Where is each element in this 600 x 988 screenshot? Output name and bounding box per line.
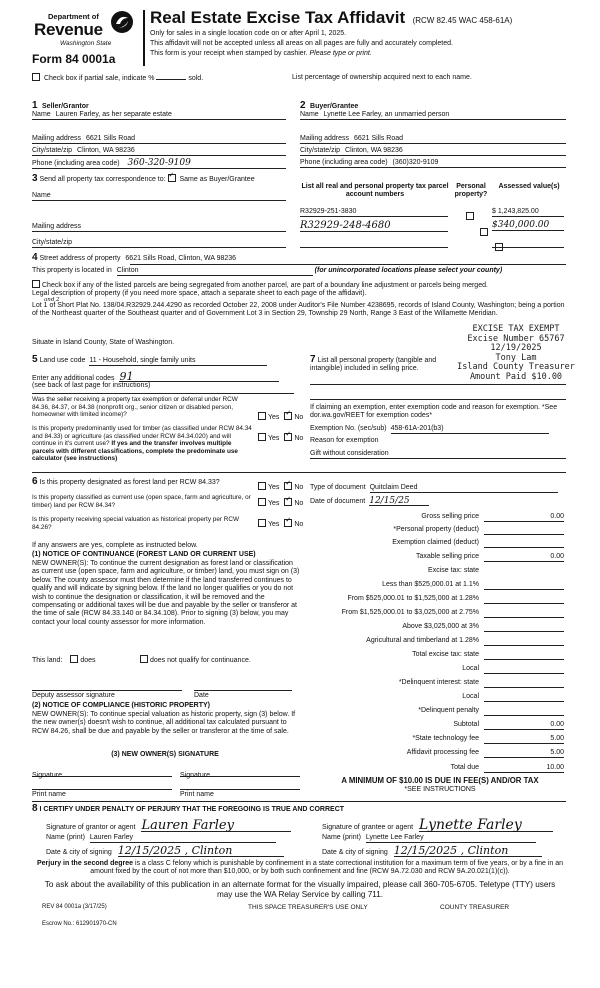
header-note2: This affidavit will not be accepted unless all areas on all pages are fully and accurately completed.	[150, 40, 453, 47]
same-as-buyer-label: Same as Buyer/Grantee	[179, 176, 255, 183]
dept-line3: Washington State	[60, 40, 112, 47]
seller-city-field[interactable]	[32, 147, 286, 156]
buyer-mail-value: 6621 Sills Road	[353, 135, 404, 142]
additional-codes-label: Enter any additional codes	[32, 375, 115, 382]
seller-phone-value: 360-320-9109	[127, 158, 191, 168]
calc-value[interactable]	[484, 651, 564, 660]
doc-date-value[interactable]: 12/15/25	[369, 497, 429, 506]
stamp-line4: Tony Lam	[495, 352, 537, 363]
land-use-label: Land use code	[39, 357, 86, 364]
county-treasurer: COUNTY TREASURER	[440, 904, 510, 911]
calc-label: Affidavit processing fee	[406, 749, 479, 756]
buyer-phone-label: Phone (including area code)	[300, 159, 388, 166]
grantee-signature-row	[322, 817, 553, 833]
form-title	[150, 8, 512, 28]
exemption-reason-label: Reason for exemption	[310, 437, 379, 444]
minimum-due-note: A MINIMUM OF $10.00 IS DUE IN FEE(S) AND/OR TAX	[341, 776, 539, 785]
stamp-line6: Amount Paid $10.00	[469, 371, 563, 382]
this-land-label: This land:	[32, 657, 63, 664]
section5-bottom-line	[32, 472, 566, 473]
no-label: No	[294, 484, 304, 491]
certify-top-line	[32, 801, 566, 802]
doc-type-label: Type of document	[310, 484, 366, 491]
personal-property-checkbox-2[interactable]	[480, 228, 488, 236]
buyer-name-field[interactable]	[300, 111, 566, 120]
partial-sale-percent-field[interactable]	[156, 79, 186, 80]
calc-label: *Delinquent interest: state	[398, 679, 479, 686]
grantee-signature-label: Signature of grantee or agent	[322, 824, 414, 831]
timber-question-bold: If yes and the transfer involves multiple parcels with different classifications, complete the predominate use calculator (see instructions)	[32, 440, 238, 463]
header-note3-text: This form is your receipt when stamped by cashier.	[150, 50, 310, 57]
tax-calculation	[314, 513, 566, 763]
street-heading	[32, 254, 566, 263]
continuance-row	[32, 655, 96, 665]
land-use-value[interactable]: 11 - Household, single family units	[89, 357, 267, 366]
grantor-date-row	[46, 846, 284, 857]
dept-line1: Department of	[48, 12, 99, 21]
timber-yes-checkbox[interactable]	[258, 433, 266, 441]
stamp-line2: Excise Number 65767	[467, 333, 565, 344]
grantee-name-value[interactable]: Lynette Lee Farley	[366, 834, 536, 843]
seller-phone-field[interactable]	[32, 159, 286, 169]
located-value[interactable]: Clinton	[117, 267, 313, 276]
certify-heading-text: I CERTIFY UNDER PENALTY OF PERJURY THAT THE FOREGOING IS TRUE AND CORRECT	[39, 806, 345, 813]
seller-mail-value: 6621 Sills Road	[85, 135, 136, 142]
header-note3-italic: Please type or print.	[309, 50, 372, 57]
owner-print-label-2: Print name	[180, 791, 214, 798]
historic-yes-checkbox[interactable]	[258, 519, 266, 527]
grantor-signature-value[interactable]: Lauren Farley	[141, 820, 291, 832]
perjury-bold: Perjury in the second degree	[36, 860, 134, 867]
buyer-mail-field[interactable]	[300, 135, 566, 144]
certify-heading	[32, 805, 344, 814]
situate: Situate in Island County, State of Washington.	[32, 339, 175, 346]
form-number: Form 84 0001a	[32, 52, 116, 66]
buyer-city-field[interactable]	[300, 147, 566, 156]
calc-value[interactable]	[484, 623, 564, 632]
exemption-number-row	[310, 425, 566, 434]
section-1-title: Seller/Grantor	[42, 103, 89, 110]
calc-value[interactable]: 10.00	[484, 764, 564, 773]
grantee-name-label: Name (print)	[322, 834, 361, 841]
parcel-number-2[interactable]: R32929-248-4680	[300, 220, 448, 232]
section-4-number: 4	[32, 252, 38, 263]
located-note: (for unincorporated locations please select your county)	[314, 267, 503, 274]
located-label: This property is located in	[32, 267, 112, 274]
no-label: No	[294, 435, 304, 442]
personal-property-field-2[interactable]	[310, 391, 566, 400]
header-divider	[143, 10, 145, 66]
exemption-reason-value[interactable]: Gift without consideration	[310, 450, 566, 459]
no-label: No	[294, 414, 304, 421]
doc-date-label: Date of document	[310, 498, 366, 505]
seller-name-field[interactable]	[32, 111, 286, 120]
corr-mail-field[interactable]	[32, 223, 286, 232]
buyer-name-label: Name	[300, 111, 319, 118]
assessed-value-3[interactable]	[492, 239, 564, 248]
street-label: Street address of property	[39, 255, 121, 262]
perjury-note	[30, 860, 570, 877]
legal-description: Lot 1 of Short Plat No. 138/04.R32929.244.4290 as recorded October 22, 2008 under Auditor's File Number 4238695, records of Island County, Washington; being a portion of the Northeast quarter of the Southeast quarter and of Government Lot 3 in Section 29, Township 29 North, Range 3 East of the Willamette Meridian.	[32, 302, 565, 318]
calc-value[interactable]	[484, 581, 564, 590]
buyer-phone-value: (360)320-9109	[392, 159, 439, 166]
see-instructions-note: *SEE INSTRUCTIONS	[404, 786, 476, 793]
calc-label: Total excise tax: state	[412, 651, 479, 658]
doc-date-row	[310, 497, 429, 506]
calc-label: Gross selling price	[421, 513, 479, 520]
buyer-mail-label: Mailing address	[300, 135, 350, 142]
street-underline[interactable]	[130, 264, 566, 265]
additional-codes-value[interactable]: 91	[119, 373, 279, 382]
calc-label: Taxable selling price	[415, 553, 479, 560]
grantor-name-row	[46, 834, 276, 843]
calc-label: Exemption claimed (deduct)	[392, 539, 479, 546]
calc-value[interactable]	[484, 707, 564, 716]
notice2-text: NEW OWNER(S): To continue special valuation as historic property, sign (3) below. If the new owner(s) doesn't wish to continue, all additional tax calculated pursuant to RCW 84.26, shall be due and payable by the seller or transferor at the time of sale.	[32, 711, 296, 735]
seller-phone-label: Phone (including area code)	[32, 160, 120, 167]
grantee-name-row	[322, 834, 536, 843]
section-5-number: 5	[32, 354, 38, 365]
no-label: No	[294, 500, 304, 507]
owner-signature-label-2: Signature	[180, 772, 210, 779]
see-back: (see back of last page for instructions)	[32, 382, 151, 389]
does-not-row	[140, 655, 290, 665]
exemption-yes-checkbox[interactable]	[258, 412, 266, 420]
grantor-name-label: Name (print)	[46, 834, 85, 841]
section-2-title: Buyer/Grantee	[310, 103, 359, 110]
buyer-city-value: Clinton, WA 98236	[345, 147, 403, 154]
calc-label: From $525,000.01 to $1,525,000 at 1.28%	[347, 595, 479, 602]
personal-col-header: Personal property?	[454, 183, 488, 199]
notice3-title: (3) NEW OWNER(S) SIGNATURE	[111, 751, 219, 758]
does-not-checkbox[interactable]	[140, 655, 148, 663]
segregated-row	[32, 280, 566, 290]
notice1-title: (1) NOTICE OF CONTINUANCE (FOREST LAND OR CURRENT USE)	[32, 551, 256, 558]
section-1-number: 1	[32, 100, 38, 111]
notice1-text: NEW OWNER(S): To continue the current designation as forest land or classification as current use (open space, farm and agriculture, or timber) land, you must sign on (3) below. The county assessor must then determine if the land transferred continues to qualify and will indicate by signing below. If the land no longer qualifies or you do not wish to continue the designation or classification, it will be removed and the compensating or additional taxes will be due and payable by the seller or transferor at the time of sale (RCW 84.33.140 or 84.34.108). Prior to signing (3) below, you may contact your local county assessor for more information.	[32, 560, 300, 626]
land-use-divider	[32, 393, 294, 394]
parcel-number-1[interactable]: R32929-251-3830	[300, 208, 448, 217]
personal-property-heading	[310, 356, 460, 374]
parcel-col-header: List all real and personal property tax parcel account numbers	[301, 183, 449, 199]
deputy-date-line[interactable]	[194, 684, 292, 691]
calc-value[interactable]: 0.00	[484, 553, 564, 562]
legal-label: Legal description of property (if you need more space, attach a separate sheet to each page of the affidavit).	[32, 290, 367, 297]
historic-no-checkbox[interactable]	[284, 519, 292, 527]
historic-yes-no	[258, 519, 303, 529]
grantor-name-value[interactable]: Lauren Farley	[90, 834, 276, 843]
exemption-number-label: Exemption No. (sec/sub)	[310, 425, 387, 432]
exemption-claim: If claiming an exemption, enter exemption code and reason for exemption. *See dor.wa.gov/REET for exemption codes*	[310, 404, 558, 420]
does-checkbox[interactable]	[70, 655, 78, 663]
legal-handwritten-mark: and 2	[44, 297, 60, 303]
partial-sale-label: Check box if partial sale, indicate %	[43, 75, 155, 82]
treasurer-space: THIS SPACE TREASURER'S USE ONLY	[248, 904, 368, 911]
grantee-signature-value[interactable]: Lynette Farley	[419, 820, 553, 832]
section-6-number: 6	[32, 476, 38, 487]
escrow-number: Escrow No.: 612901970-CN	[42, 921, 117, 927]
timber-yes-no	[258, 433, 303, 443]
calc-value[interactable]	[484, 679, 564, 688]
header-note1: Only for sales in a single location code on or after April 1, 2025.	[150, 30, 347, 37]
forest-yes-no	[258, 482, 303, 492]
partial-sale-checkbox[interactable]	[32, 73, 40, 81]
personal-property-field[interactable]	[310, 376, 566, 385]
section-7-number: 7	[310, 354, 316, 365]
does-not-label: does not qualify for continuance.	[150, 657, 251, 664]
seller-mail-field[interactable]	[32, 135, 286, 144]
exemption-question: Was the seller receiving a property tax exemption or deferral under RCW 84.36, 84.37, or 84.38 (nonprofit org., senior citizen or disabled person, homeowner with limited income)?	[32, 396, 238, 419]
calc-value[interactable]: 0.00	[484, 721, 564, 730]
rev-number: REV 84 0001a (3/17/25)	[42, 904, 107, 910]
forest-question	[32, 478, 254, 487]
yes-label: Yes	[268, 435, 280, 442]
doc-type-row	[310, 484, 558, 493]
calc-label: Agricultural and timberland at 1.28%	[366, 637, 479, 644]
owner-print-line-2[interactable]	[180, 783, 300, 790]
calc-value[interactable]	[484, 526, 564, 535]
same-as-buyer-checkbox[interactable]	[168, 174, 176, 182]
no-label: No	[294, 521, 304, 528]
assessed-value-2[interactable]: $340,000.00	[492, 220, 564, 231]
section-8-number: 8	[32, 803, 38, 814]
grantor-signature-row	[46, 820, 291, 832]
calc-label: Subtotal	[453, 721, 479, 728]
segregated-checkbox[interactable]	[32, 280, 40, 288]
corr-mail-label: Mailing address	[32, 223, 82, 230]
yes-label: Yes	[268, 484, 280, 491]
exemption-yes-no	[258, 412, 303, 422]
exemption-no-checkbox[interactable]	[284, 412, 292, 420]
deputy-signature-line[interactable]	[32, 684, 182, 691]
located-row	[32, 267, 566, 276]
buyer-name-value: Lynette Lee Farley, an unmarried person	[323, 111, 450, 118]
deputy-date-label: Date	[194, 692, 209, 699]
calc-label: Above $3,025,000 at 3%	[402, 623, 479, 630]
exemption-number-value[interactable]: 458-61A-201(b3)	[391, 425, 549, 434]
calc-value[interactable]: 5.00	[484, 735, 564, 744]
calc-value[interactable]	[484, 693, 564, 702]
does-label: does	[80, 657, 96, 664]
grantee-date-label: Date & city of signing	[322, 849, 388, 856]
calc-label: *Delinquent penalty	[418, 707, 479, 714]
stamp-line3: 12/19/2025	[490, 343, 542, 354]
segregated-label: Check box if any of the listed parcels are being segregated from another parcel, are part of a boundary line adjustment or parcels being merged.	[42, 282, 488, 289]
yes-label: Yes	[268, 521, 280, 528]
dor-logo	[30, 8, 142, 66]
timber-question-text: Is this property predominantly used for timber (as classified under RCW 84.34 and 84.33) or agriculture (as classified under RCW 84.34.020) and will continue in it's current use?	[32, 425, 252, 448]
timber-question	[32, 425, 254, 463]
grantor-signature-label: Signature of grantor or agent	[46, 824, 136, 831]
calc-value[interactable]	[484, 665, 564, 674]
street-value: 6621 Sills Road, Clinton, WA 98236	[125, 255, 237, 262]
seller-name-value: Lauren Farley, as her separate estate	[55, 111, 172, 118]
land-use-heading	[32, 356, 294, 366]
alt-format-note: To ask about the availability of this publication in an alternate format for the visually impaired, please call 360-705-6705. Teletype (TTY) users may use the WA Relay Service by calling 711.	[44, 880, 556, 899]
buyer-phone-field[interactable]	[300, 159, 566, 168]
owner-print-label-1: Print name	[32, 791, 66, 798]
owner-signature-label-1: Signature	[32, 772, 62, 779]
grantee-date-row	[322, 846, 542, 857]
parcel-number-3[interactable]	[300, 239, 448, 248]
form-citation: (RCW 82.45 WAC 458-61A)	[412, 16, 513, 25]
seller-city-label: City/state/zip	[32, 147, 73, 154]
correspondence-heading-text: Send all property tax correspondence to:	[39, 176, 168, 183]
grantor-date-value[interactable]: 12/15/2025 , Clinton	[118, 846, 284, 857]
buyer-city-label: City/state/zip	[300, 147, 341, 154]
personal-property-checkbox-1[interactable]	[466, 212, 474, 220]
historic-question: Is this property receiving special valuation as historical property per RCW 84.26?	[32, 516, 240, 531]
calc-label: Local	[462, 693, 479, 700]
notice2-title: (2) NOTICE OF COMPLIANCE (HISTORIC PROPERTY)	[32, 702, 210, 709]
calc-value[interactable]	[484, 539, 564, 548]
seller-city-value: Clinton, WA 98236	[77, 147, 135, 154]
exempt-stamp	[452, 325, 580, 383]
calc-label: From $1,525,000.01 to $3,025,000 at 2.75%	[341, 609, 479, 616]
current-use-question: Is this property classified as current use (open space, farm and agriculture, or timber) land per RCW 84.34?	[32, 494, 251, 509]
seller-mail-label: Mailing address	[32, 135, 82, 142]
forest-no-checkbox[interactable]	[284, 482, 292, 490]
corr-name-label: Name	[32, 192, 51, 199]
current-use-no-checkbox[interactable]	[284, 498, 292, 506]
calc-value[interactable]	[484, 609, 564, 618]
header-note3	[150, 50, 372, 58]
dept-line2: Revenue	[34, 20, 103, 39]
yes-label: Yes	[268, 500, 280, 507]
stamp-line1: EXCISE TAX EXEMPT	[472, 324, 560, 334]
partial-sale-row	[32, 73, 203, 83]
current-use-yes-checkbox[interactable]	[258, 498, 266, 506]
corr-name-field[interactable]	[32, 192, 286, 201]
perjury-text: is a class C felony which is punishable by confinement in a state correctional institution for a maximum term of five years, or by a fine in an amount fixed by the court of not more than $10,000, or by both such confinement and fine (RCW 9A.72.030 and RCW 9A.20.021(1)(c)).	[90, 860, 563, 876]
correspondence-heading	[32, 174, 255, 184]
section-7-text: List all personal property (tangible and intangible) included in selling price.	[310, 357, 437, 373]
section-2-number: 2	[300, 100, 306, 111]
corr-city-field[interactable]	[32, 239, 286, 248]
dor-swirl-icon	[110, 10, 134, 34]
calc-label: Local	[462, 665, 479, 672]
current-use-yes-no	[258, 498, 303, 508]
calc-label: Excise tax: state	[428, 567, 479, 574]
grantor-date-label: Date & city of signing	[46, 849, 112, 856]
calc-value[interactable]	[484, 637, 564, 646]
calc-value[interactable]: 5.00	[484, 749, 564, 758]
any-yes-note: If any answers are yes, complete as instructed below.	[32, 542, 198, 549]
doc-type-value[interactable]: Quitclaim Deed	[370, 484, 558, 493]
grantee-date-value[interactable]: 12/15/2025 , Clinton	[394, 846, 542, 857]
calc-label: Total due	[450, 764, 479, 771]
assessed-col-header: Assessed value(s)	[498, 183, 560, 190]
calc-value[interactable]: 0.00	[484, 513, 564, 522]
forest-question-text: Is this property designated as forest land per RCW 84.33?	[39, 479, 220, 486]
ownership-note: List percentage of ownership acquired next to each name.	[292, 74, 472, 81]
partial-sale-sold-label: sold.	[188, 75, 204, 82]
forest-yes-checkbox[interactable]	[258, 482, 266, 490]
corr-city-label: City/state/zip	[32, 239, 73, 246]
calc-value[interactable]	[484, 595, 564, 604]
form-title-text: Real Estate Excise Tax Affidavit	[150, 8, 406, 27]
owner-print-line-1[interactable]	[32, 783, 172, 790]
deputy-label: Deputy assessor signature	[32, 692, 115, 699]
timber-no-checkbox[interactable]	[284, 433, 292, 441]
yes-label: Yes	[268, 414, 280, 421]
stamp-line5: Island County Treasurer	[457, 362, 575, 373]
calc-label: Less than $525,000.01 at 1.1%	[382, 581, 479, 588]
calc-label: *Personal property (deduct)	[393, 526, 479, 533]
section-3-number: 3	[32, 173, 38, 184]
assessed-value-1[interactable]: $ 1,243,825.00	[492, 208, 564, 217]
seller-name-label: Name	[32, 111, 51, 118]
calc-label: *State technology fee	[412, 735, 479, 742]
